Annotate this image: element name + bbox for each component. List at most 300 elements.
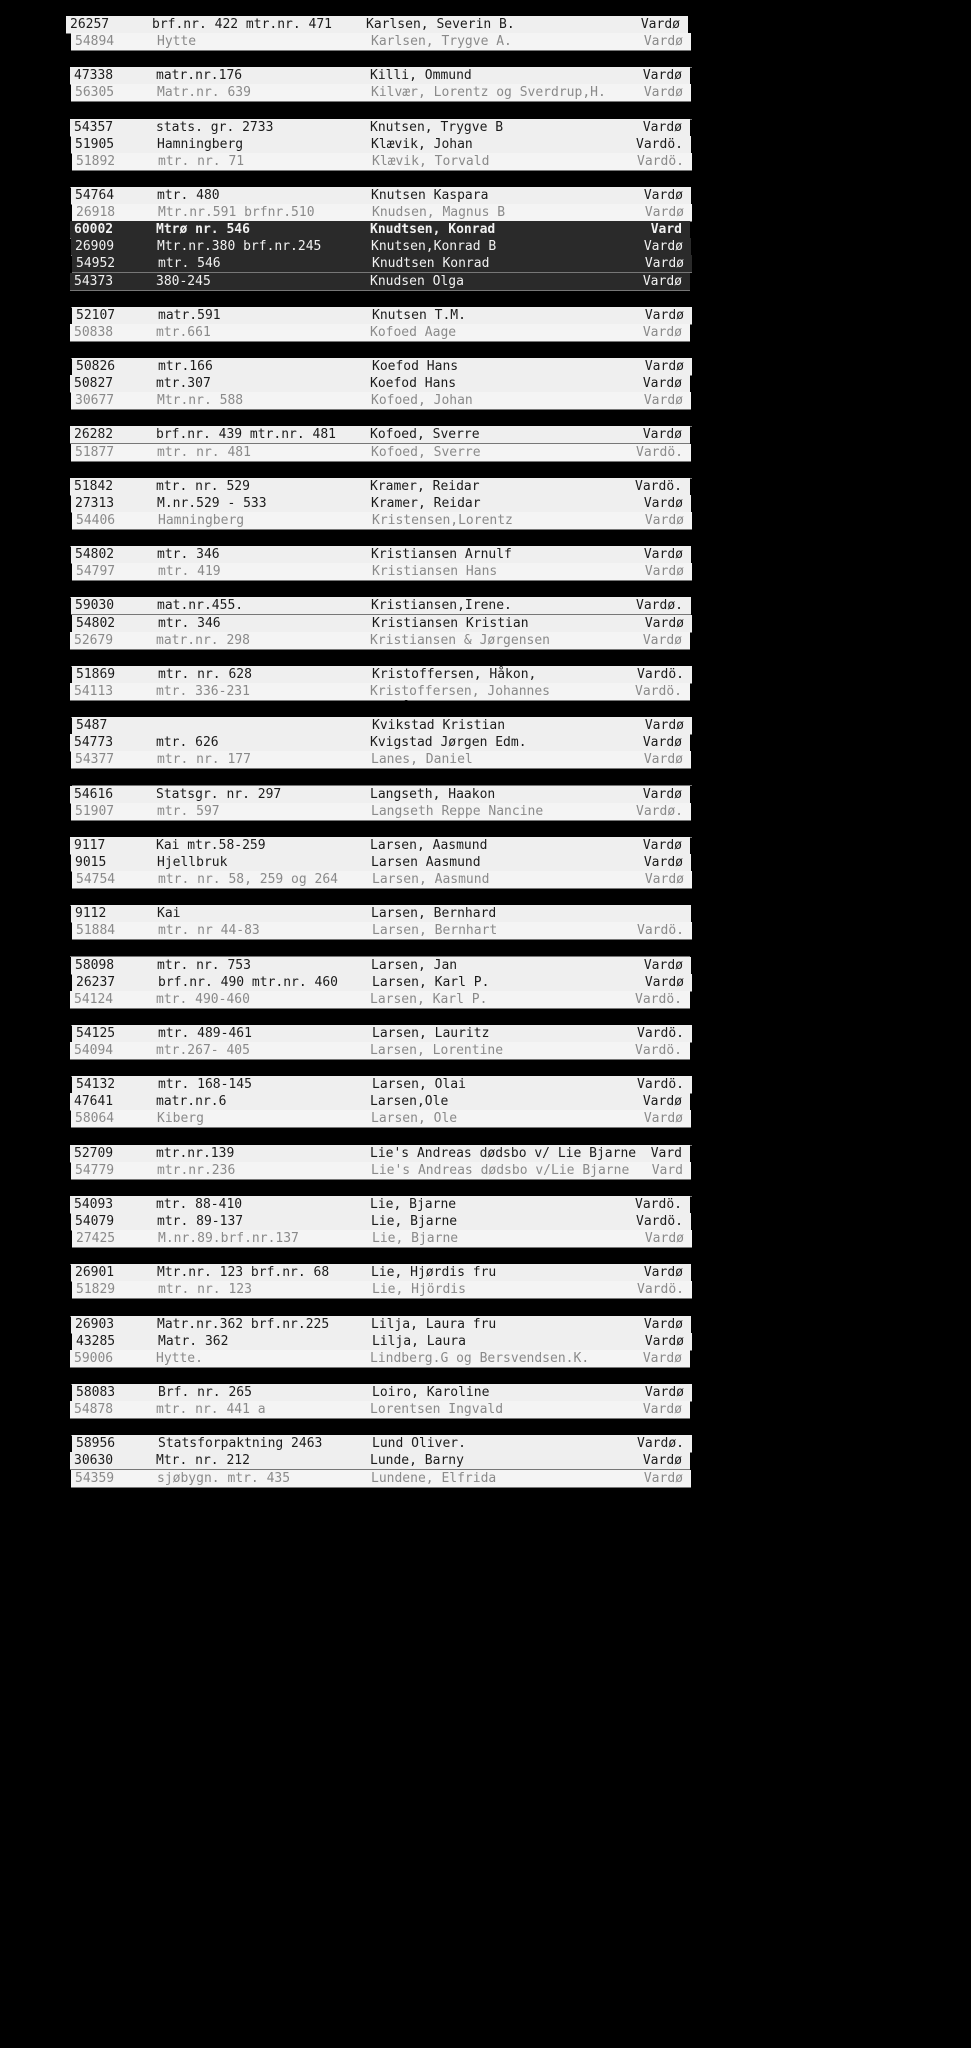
owner-name: Kilvær, Thorvald [372,102,498,118]
place-name: Vardø [643,393,683,409]
property-description: mtr. nr. 380 [156,170,250,186]
place-name: Vardø [644,872,684,887]
property-description: mtr. nr. 123 [158,1282,252,1298]
record-row [71,187,691,205]
record-number: 54377 [75,752,115,768]
owner-name: Knudtsen Konrad [372,256,490,272]
record-number: 54773 [74,735,114,751]
place-name: Vardø [643,1367,683,1383]
record-number: 50826 [76,359,116,374]
record-row [71,1316,691,1334]
owner-name: Lorentzen, Olav [371,1419,489,1435]
property-description: Mtr.nr.591 brfnr.510 [158,205,315,221]
property-description: M.nr. 325 - 208 [158,51,276,67]
owner-name: Knutsen, Trygve B [370,119,504,135]
property-description: Matr. 362 [158,1333,229,1349]
owner-name: Langseth Reppe Nancine [371,803,544,819]
place-name: Vardø [642,530,682,545]
place-name: Vardø [642,1094,682,1110]
place-name: Vardö. [637,1025,684,1041]
place-name: Vardø [643,1265,683,1281]
record-row [70,1401,690,1419]
record-row [71,597,691,615]
record-number: 43285 [76,1333,116,1349]
owner-name: Knutsen Kaspara [371,188,489,203]
record-row [70,1452,690,1470]
place-name: Vardø [642,170,682,186]
property-description: Mtr. nr. 44/83 [156,889,266,905]
record-number: 27313 [75,495,115,511]
owner-name: Kofoed Aage [370,324,457,340]
owner-name: Kramer Alf. [372,461,459,477]
property-description: mtr. 489-461 [158,1025,252,1041]
record-row [71,341,691,359]
property-description: mtr. 490-460 [156,991,250,1007]
place-name: Vardø [643,239,683,255]
owner-name: Larsen,Ole [370,1094,449,1110]
place-name: Vardø [642,837,682,853]
place-name: Vardö. [637,923,684,939]
record-row [71,290,691,308]
owner-name: Larsen, Karl P. [372,974,490,990]
record-number: 54764 [75,188,115,203]
place-name: Vardø [642,1299,682,1315]
property-description: mtr. nr. 405 [158,102,252,118]
property-description: Mtr.nr. 588 [157,393,244,409]
record-row [70,1042,690,1060]
place-name: Vardö. [637,153,684,169]
place-name: Vardø [643,547,683,563]
owner-name: Klævik, Johan [371,136,473,152]
property-description: Hamningberg [158,512,245,528]
property-description: mtr. 546 [158,256,221,272]
property-description: Kai mtr.58-259 [156,837,266,853]
owner-name: Larsen, Jan [371,957,458,973]
place-name: Vardø [644,512,684,528]
record-row [70,1350,690,1368]
record-number: 50827 [74,376,114,392]
record-row [70,119,690,137]
place-name: Vardø [643,290,683,306]
property-description: mat.nr.455. [157,598,244,614]
record-number: 54102 [74,940,114,956]
place-name: Vardø [642,273,682,289]
record-row [71,700,691,718]
owner-name: Kofoed, Johan [372,410,474,426]
owner-name: Lie, Hjørdis [370,1248,464,1264]
record-number: 51869 [76,666,116,682]
property-description: Mtr. nr. 212 [156,1453,250,1469]
place-name: Vardø [644,1231,684,1247]
property-description: mtr. nr. 481 [157,444,251,460]
property-description: M.nr.123 - 68 [156,1248,258,1264]
place-name: Vardø [643,1111,683,1127]
record-row [71,803,691,821]
place-name: Vardö. [635,991,682,1007]
property-description: mtr.267- 405 [156,1043,250,1058]
record-number: 60002 [74,222,114,238]
property-description: Hytte [157,34,197,50]
place-name: Vardø [644,1128,684,1144]
record-row [71,444,691,462]
record-row [72,1076,692,1094]
record-number: 58098 [75,957,115,973]
record-row [70,580,690,598]
record-number: 9015 [75,854,107,870]
owner-name: Larsen, Aasmund [370,837,488,853]
owner-name: Kristensen, Toralf [370,530,511,545]
place-name: Vardø [644,205,684,221]
record-row [72,768,692,786]
record-number: 27425 [76,1231,116,1247]
record-row [71,1059,691,1077]
record-row [70,991,690,1009]
place-name: Vard [650,222,682,238]
place-name: Vardø [644,769,684,785]
owner-name: Lie, Hjördis [372,1282,466,1298]
record-row [70,632,690,650]
owner-name: Kvigstad Jørgen Edm. [370,735,527,751]
owner-name: Lund Oliver. [372,1436,466,1452]
record-row [71,1264,691,1282]
owner-name: Lunde, Barny [370,1453,464,1469]
owner-name: Larsen Aasmund [371,854,481,870]
property-description: mtr.nr. 363 [158,1179,245,1195]
record-number: 52679 [74,632,114,648]
property-description: matr.451.brf.357. [158,461,292,477]
owner-name: Larsen, Marie O. [371,1060,497,1076]
record-number: 51881 [75,701,115,716]
property-description: Mtr.nr. 5. brf.nr. 4 [156,530,313,545]
place-name: Vardø [643,1008,683,1024]
record-number: 58087 [75,1008,115,1024]
record-number: 54124 [74,991,114,1007]
property-description: Matr.nr.362 brf.nr.225 [157,1316,330,1332]
property-description: Statsgr. nr. 297 [156,786,282,802]
record-row [71,1213,691,1231]
record-number: 47150 [76,1179,116,1195]
record-number: 58064 [75,1111,115,1127]
record-number: 51808 [76,410,116,426]
record-number: 54125 [76,1025,116,1041]
record-number: 59006 [74,1350,114,1366]
record-number: 54373 [74,273,114,289]
record-row [70,734,690,752]
property-description: mtr. nr. 265 [158,1128,252,1144]
place-name: Vardø [644,359,684,374]
property-description: brf.nr. 422 mtr.nr. 471 [152,17,333,32]
owner-name: Lie's Andreas dødsbo v/Lie Bjarne [371,1162,630,1178]
record-row [71,33,691,51]
owner-name: Koefod Hans [372,359,459,374]
place-name: Vardø [642,1248,682,1264]
record-row [72,871,692,889]
record-number: 54878 [74,1402,114,1418]
owner-name: Larsen, Karl P. [370,991,488,1007]
record-row [71,905,691,923]
place-name: Vardø [642,632,682,648]
record-row [72,153,692,171]
owner-name: Larsen, Aasmund [372,820,490,836]
owner-name: Klævik, Torvald [372,153,490,169]
owner-name: Lie, Bjarne [371,1214,458,1229]
record-number: 54359 [75,1470,115,1486]
place-name: Vardø [642,427,682,443]
place-name: Vardø [642,1402,682,1418]
property-description: mtr.31 [157,1367,204,1383]
record-row [71,1008,691,1026]
record-number: 54110 [75,1060,115,1076]
record-row [72,461,692,479]
property-description: mtr. 626 [156,735,219,751]
record-number: 54357 [74,119,114,135]
record-number: 54805 [75,290,115,306]
property-description: mtr. nr. 529 [156,478,250,494]
record-row [70,67,690,85]
owner-name: Kristiansen,Irene. [371,598,512,614]
property-description: mtr. 346 [157,547,220,563]
record-number: 51877 [75,444,115,460]
place-name: Vardø [644,718,684,734]
record-row [70,221,690,239]
owner-name: Lindberg.G og Bersvendsen.K. [370,1350,590,1366]
record-number: 44644 [75,1419,115,1435]
record-row [70,324,690,342]
owner-name: Lie's Andreas dødsbo v/Lie Bjarne [372,1179,631,1195]
owner-name: Kristiansen & Jørgensen [370,632,551,648]
place-name: Vardø [644,51,684,67]
property-description: Hamningberg [157,136,244,152]
record-number: 54406 [76,512,116,528]
record-row [70,529,690,547]
owner-name: Kramer, Reidar [370,478,480,494]
record-number: 54754 [76,872,116,887]
record-number: 52709 [74,1145,114,1161]
record-row [70,1299,690,1317]
place-name: Vardø [644,564,684,580]
owner-name: Lilja, Laura [372,1333,466,1349]
property-description: mtr.nr. 356-231. [157,649,283,665]
owner-name: Kofoed, Sverre [370,427,480,443]
property-description: mtr.661 [156,324,211,340]
record-row [70,837,690,855]
record-number: 51892 [76,153,116,169]
property-description: mtr.166 [158,359,213,374]
record-row [72,204,692,222]
record-row [72,1230,692,1248]
property-description: Hjellbruk [157,854,228,870]
property-description: mtr.nr.236 [157,1162,236,1178]
property-description: Matr.nr. 639 [157,85,251,101]
property-description: mtr. nr. 753 [157,957,251,973]
owner-name: Kristiansen Arnulf [371,547,512,563]
record-number: 26918 [76,205,116,221]
place-name: Vardø [643,495,683,511]
record-number: 51905 [75,136,115,152]
property-description: matr.nr.6 [156,1094,227,1110]
property-description: mtr. nr. 628 [158,666,252,682]
record-row [72,615,692,633]
property-description: mtr. 419 [158,564,221,580]
owner-name: Larsen, Lauritz [372,1025,490,1041]
record-row [70,1145,690,1163]
owner-name: Kilvær, Lorentz og Sverdrup,H. [371,85,606,101]
property-description: mtr. nr. 177 [158,769,252,785]
place-name: Vardö. [637,666,684,682]
property-description: Mtr. nr. 455 [156,581,250,597]
record-number: 26903 [75,1316,115,1332]
record-row [72,1435,692,1453]
property-description: mtr. nr. 438 [158,820,252,836]
record-number: 26282 [74,427,114,443]
place-name: Vardø [644,615,684,631]
property-description: sjøbygn. mtr. 435 [157,1470,291,1486]
record-number: 59142 [76,461,116,477]
property-description: mtr. 480 [157,188,220,203]
place-name: Vardö. [635,478,682,494]
record-number: 51907 [75,803,115,819]
place-name: Vardø [642,1453,682,1469]
owner-name: Lanes, Daniel [371,752,473,768]
place-name: Vardø [643,34,683,50]
record-row [72,922,692,940]
place-name: Vardö. [635,1196,682,1212]
place-name: Vardø [644,307,684,323]
record-number: 50838 [74,324,114,340]
record-row [71,751,691,769]
place-name: Vard [650,1145,682,1161]
owner-name: Karlsen, Trygve A. [371,34,512,50]
place-name: Vardø [644,974,684,990]
property-description: M.nr.89.brf.nr.137 [158,1231,299,1247]
record-number: 9027 [74,530,106,545]
owner-name: Kristiansen Kristian [372,615,529,631]
owner-name: Knutsen, Konrad [370,170,488,186]
owner-name: Larsen, Bernhard [371,906,497,922]
owner-name: Killi, Ommund [370,68,472,84]
place-name: Vardø [642,376,682,392]
place-name: Vardø [642,324,682,340]
place-name: Vardø [642,889,682,905]
owner-name: Larsen, P. [372,1128,451,1144]
record-row [66,16,688,34]
place-name: Vardø [643,1316,683,1332]
record-number: 54373 [74,170,114,186]
place-name: Vardø. [636,598,683,614]
record-number: 41072 [74,1299,114,1315]
place-name: Vardø [643,1419,683,1435]
property-description: Statsforpaktning 2463 [158,1436,323,1452]
property-description: mtr. 168-145 [158,1077,252,1093]
record-row [70,1196,690,1214]
property-description: mtr. 597 [157,803,220,819]
owner-name: Kristiansen, Irene [370,581,511,597]
record-row [71,1470,691,1488]
owner-name: Larsen, Bernhardt [370,889,504,905]
property-description: Mtrø nr. 546 [156,222,250,238]
record-number: 52107 [76,307,116,323]
owner-name: Knudsen, Magnus B [372,205,506,221]
place-name: Vardö. [637,1282,684,1298]
property-description: mtr.nr.139 [156,1145,235,1161]
owner-name: Kristensen,Lorentz [372,512,513,528]
property-description: mtr. nr. 760 [157,1008,251,1024]
owner-name: Larsen, Aasmund [372,872,490,887]
record-row [72,1128,692,1146]
owner-name: Koefod Hans [370,376,457,392]
record-number: 58083 [76,1385,116,1400]
owner-name: Lundene, Elfrida [371,1470,497,1486]
record-row [71,546,691,564]
property-description: mtr. nr. 71 [158,153,245,169]
record-row [72,1281,692,1299]
record-number: 9117 [74,837,106,853]
record-number: 54616 [74,786,114,802]
place-name: Vardö. [635,683,682,699]
property-description: mtr. 362 gt.2.nr.102 [156,1299,313,1315]
record-number: 54094 [74,1043,114,1058]
owner-name: Lie, Bjarne [370,1196,457,1212]
property-description: mtr. 238-223 [157,1060,251,1076]
record-row [71,238,691,256]
place-name: Vardø [643,752,683,768]
owner-name: Lie, Bjarne [372,1231,459,1247]
property-description: Brf. nr. 265 [158,1385,252,1400]
property-description: Kai [157,906,181,922]
record-row [72,974,692,992]
owner-name: Lilja, Laura fru [371,1316,497,1332]
record-row [72,50,692,68]
owner-name: Lie's Andreas dødsbo v/ Lie Bjarne [370,1145,637,1161]
property-description: Kiberg [157,1111,204,1127]
record-row [72,1333,692,1351]
record-number: 54802 [76,615,116,631]
owner-name: Kramer, Reidar [371,495,481,511]
place-name: Vardö. [637,820,684,836]
record-number: 54132 [76,1077,116,1093]
property-description: mtr. nr. 588 [158,410,252,426]
record-number: 26257 [70,17,110,32]
place-name: Vardø [644,1333,684,1349]
record-row [70,786,690,804]
place-name: Vardø [644,1385,684,1400]
property-description: mtr. 336-231 [156,683,250,699]
owner-name: Knudtsen, Konrad [370,222,496,238]
place-name: Vardø. [637,1436,684,1452]
record-row [70,1093,690,1111]
place-name: Vardø [642,1350,682,1366]
place-name: Vardø [643,854,683,870]
owner-name: Larsen, Laura [371,1008,473,1024]
record-number: 9112 [75,906,107,922]
place-name: Vardø [642,119,682,135]
property-description: Mtr.nr. 667 [157,341,244,357]
place-name: Vardö. [637,410,684,426]
place-name: Vardø [643,957,683,973]
record-number: 27347 [74,1248,114,1264]
record-row [71,1162,691,1180]
record-row [70,273,690,291]
place-name: Vardø [642,735,682,751]
place-name: Vardø [643,1470,683,1486]
record-row [70,478,690,496]
record-row [72,409,692,427]
owner-name: Kristoffersen Ingrid. [371,649,536,665]
record-number: 54079 [75,1214,115,1229]
record-number: 26901 [75,1265,115,1281]
place-name: Vardö. [636,701,683,716]
place-name: Vardö. [637,1077,684,1093]
